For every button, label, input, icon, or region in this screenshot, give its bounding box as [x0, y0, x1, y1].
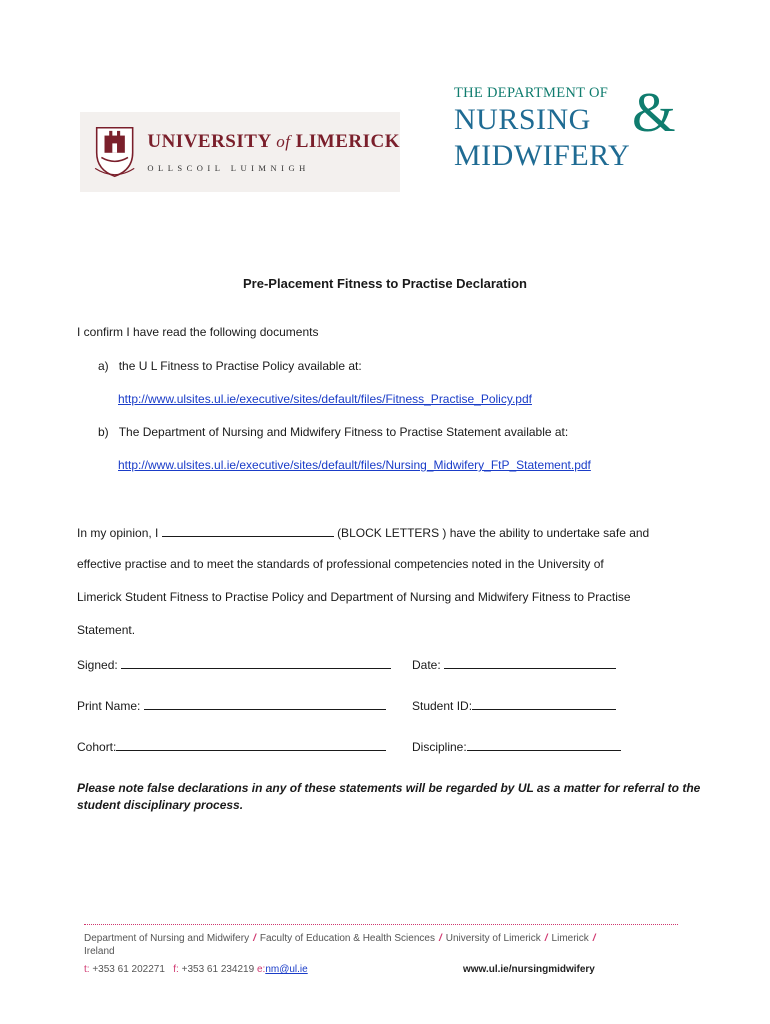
discipline-row: Discipline:	[412, 738, 621, 754]
item-b: b) The Department of Nursing and Midwifery Fitness to Practise Statement available at:	[98, 425, 569, 439]
ftp-statement-link[interactable]: http://www.ulsites.ul.ie/executive/sites/default/files/Nursing_Midwifery_FtP_Statement.pdf	[118, 458, 591, 472]
print-name-field[interactable]	[144, 697, 386, 710]
cohort-field[interactable]	[116, 738, 386, 751]
footer-email-link[interactable]: nm@ul.ie	[265, 964, 308, 975]
footer-country: Ireland	[84, 946, 115, 957]
discipline-field[interactable]	[467, 738, 621, 751]
dept-logo-line2: NURSING	[454, 103, 591, 136]
cohort-row: Cohort:	[77, 738, 386, 754]
dept-logo-line1: THE DEPARTMENT OF	[454, 85, 609, 101]
student-id-row: Student ID:	[412, 697, 616, 713]
opinion-line-2: effective practise and to meet the standards of professional competencies noted in the University of	[77, 557, 604, 571]
fitness-policy-link[interactable]: http://www.ulsites.ul.ie/executive/sites/default/files/Fitness_Practise_Policy.pdf	[118, 392, 532, 406]
footer-website[interactable]: www.ul.ie/nursingmidwifery	[463, 964, 595, 975]
ul-wordmark: UNIVERSITY of LIMERICK	[147, 131, 400, 152]
dept-logo-line3: MIDWIFERY	[454, 139, 631, 172]
signed-row: Signed:	[77, 656, 391, 672]
department-nursing-midwifery-logo	[454, 82, 704, 195]
university-of-limerick-logo	[80, 112, 400, 192]
footer-address: Department of Nursing and Midwifery / Faculty of Education & Health Sciences / University of Limerick / Limerick /	[84, 933, 596, 944]
print-name-row: Print Name:	[77, 697, 386, 713]
footer-divider	[84, 924, 678, 925]
opinion-line-4: Statement.	[77, 623, 136, 637]
page-title: Pre-Placement Fitness to Practise Declaration	[243, 276, 527, 291]
disciplinary-note: Please note false declarations in any of these statements will be regarded by UL as a matter for referral to the student disciplinary process.	[77, 781, 701, 812]
ul-irish-name: OLLSCOIL LUIMNIGH	[147, 163, 310, 173]
block-letters-name-field[interactable]	[162, 524, 334, 537]
student-id-field[interactable]	[472, 697, 616, 710]
date-row: Date:	[412, 656, 616, 672]
item-a: a) the U L Fitness to Practise Policy available at:	[98, 359, 362, 373]
date-field[interactable]	[444, 656, 616, 669]
signed-field[interactable]	[121, 656, 391, 669]
opinion-line-3: Limerick Student Fitness to Practise Policy and Department of Nursing and Midwifery Fitness to Practise	[77, 590, 631, 604]
crest-icon	[92, 117, 137, 187]
footer-contact: t: +353 61 202271 f: +353 61 234219 e:nm@ul.ie	[84, 964, 308, 975]
dept-logo-ampersand: &	[632, 82, 676, 144]
intro-text: I confirm I have read the following documents	[77, 325, 319, 339]
opinion-line-1: In my opinion, I (BLOCK LETTERS ) have the ability to undertake safe and	[77, 526, 650, 540]
